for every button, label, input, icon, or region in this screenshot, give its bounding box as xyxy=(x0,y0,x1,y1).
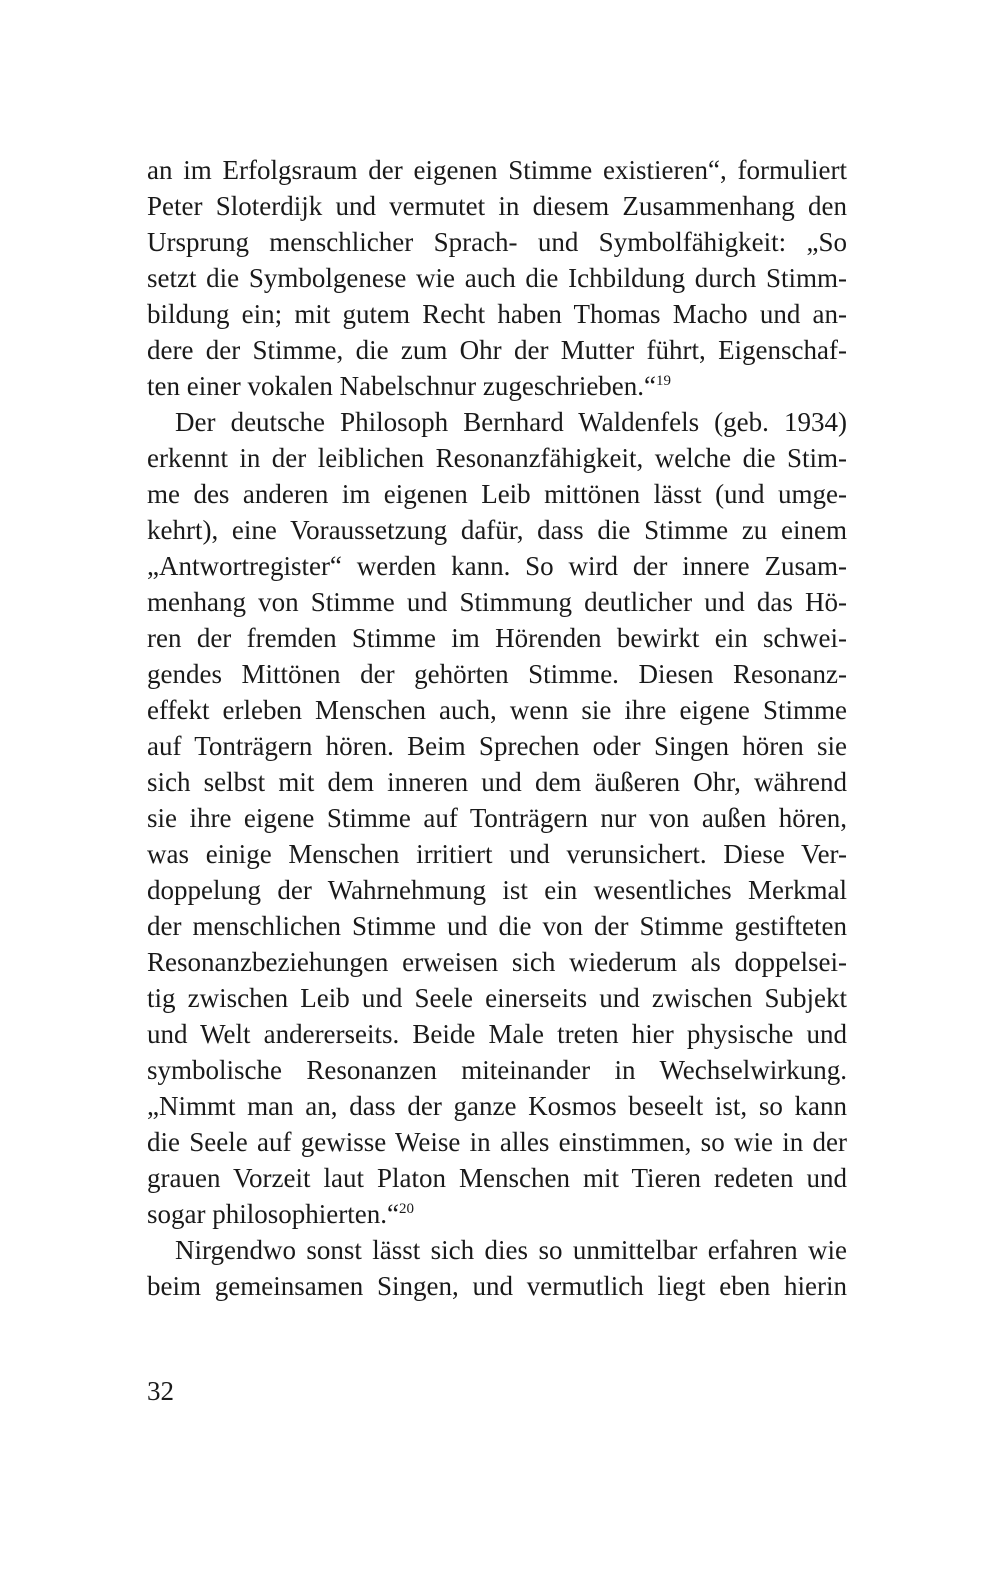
footnote-marker: 19 xyxy=(656,373,672,389)
text-line: Peter Sloterdijk und vermutet in diesem Zusammenhang den xyxy=(147,191,847,221)
text-line: dere der Stimme, die zum Ohr der Mutter führt, Eigenschaf- xyxy=(147,335,847,365)
text-line: gendes Mittönen der gehörten Stimme. Diesen Resonanz- xyxy=(147,659,847,689)
text-line: bildung ein; mit gutem Recht haben Thomas Macho und an- xyxy=(147,299,847,329)
text-line: erkennt in der leiblichen Resonanzfähigkeit, welche die Stim- xyxy=(147,443,847,473)
text-line: beim gemeinsamen Singen, und vermutlich liegt eben hierin xyxy=(147,1271,847,1301)
page-number: 32 xyxy=(147,1376,174,1406)
text-line: Ursprung menschlicher Sprach- und Symbolfähigkeit: „So xyxy=(147,227,847,257)
text-line-with-footnote xyxy=(147,1196,847,1232)
text-line: Resonanzbeziehungen erweisen sich wiederum als doppelsei- xyxy=(147,947,847,977)
text-line: was einige Menschen irritiert und verunsichert. Diese Ver- xyxy=(147,839,847,869)
text-line: auf Tonträgern hören. Beim Sprechen oder Singen hören sie xyxy=(147,731,847,761)
text-line: menhang von Stimme und Stimmung deutlicher und das Hö- xyxy=(147,587,847,617)
text-line: doppelung der Wahrnehmung ist ein wesentliches Merkmal xyxy=(147,875,847,905)
text-line: ren der fremden Stimme im Hörenden bewirkt ein schwei- xyxy=(147,623,847,653)
text-line: sich selbst mit dem inneren und dem äußeren Ohr, während xyxy=(147,767,847,797)
text-line: der menschlichen Stimme und die von der Stimme gestifteten xyxy=(147,911,847,941)
paragraph-start-line: Nirgendwo sonst lässt sich dies so unmittelbar erfahren wie xyxy=(175,1235,847,1265)
text-line: „Antwortregister“ werden kann. So wird der innere Zusam- xyxy=(147,551,847,581)
text-line: symbolische Resonanzen miteinander in Wechselwirkung. xyxy=(147,1055,847,1085)
text-line: sogar philosophierten.“ xyxy=(147,1199,399,1229)
text-line: ten einer vokalen Nabelschnur zugeschrieben.“ xyxy=(147,371,657,401)
text-line: „Nimmt man an, dass der ganze Kosmos beseelt ist, so kann xyxy=(147,1091,847,1121)
text-line: effekt erleben Menschen auch, wenn sie ihre eigene Stimme xyxy=(147,695,847,725)
text-line: grauen Vorzeit laut Platon Menschen mit Tieren redeten und xyxy=(147,1163,847,1193)
body-text xyxy=(147,152,847,1304)
text-line: setzt die Symbolgenese wie auch die Ichbildung durch Stimm- xyxy=(147,263,847,293)
text-line: die Seele auf gewisse Weise in alles einstimmen, so wie in der xyxy=(147,1127,847,1157)
text-line: und Welt andererseits. Beide Male treten hier physische und xyxy=(147,1019,847,1049)
paragraph-start-line: Der deutsche Philosoph Bernhard Waldenfels (geb. 1934) xyxy=(175,407,847,437)
footnote-marker: 20 xyxy=(398,1201,414,1217)
text-line-with-footnote xyxy=(147,368,847,404)
text-line: kehrt), eine Voraussetzung dafür, dass die Stimme zu einem xyxy=(147,515,847,545)
text-line: an im Erfolgsraum der eigenen Stimme existieren“, formuliert xyxy=(147,155,847,185)
text-line: me des anderen im eigenen Leib mittönen lässt (und umge- xyxy=(147,479,847,509)
text-line: tig zwischen Leib und Seele einerseits und zwischen Subjekt xyxy=(147,983,847,1013)
text-line: sie ihre eigene Stimme auf Tonträgern nur von außen hören, xyxy=(147,803,847,833)
